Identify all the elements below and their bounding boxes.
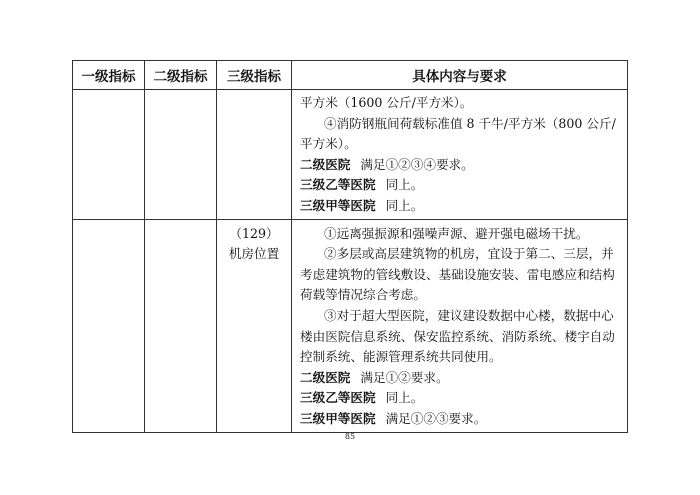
cell-level1	[73, 90, 145, 220]
hospital-level-label: 二级医院	[300, 156, 351, 172]
requirement-text: 满足①②③要求。	[385, 410, 487, 426]
hospital-level-label: 三级乙等医院	[300, 177, 376, 193]
requirement-line	[300, 388, 619, 409]
requirement-text: 满足①②③④要求。	[360, 156, 474, 172]
level3-name: 机房位置	[228, 246, 280, 262]
requirement-text: 同上。	[385, 177, 424, 193]
cell-level3	[217, 90, 292, 220]
cell-level2	[145, 90, 217, 220]
hospital-level-label: 二级医院	[300, 369, 351, 385]
content-paragraph: ①远离强振源和强噪声源、避开强电磁场干扰。	[324, 225, 589, 241]
header-level1: 一级指标	[73, 61, 145, 90]
table-row	[73, 219, 628, 432]
content-paragraph: ③对于超大型医院，建议建设数据中心楼，数据中心楼由医院信息系统、保安监控系统、消防系统、楼宇自动控制系统、能源管理系统共同使用。	[300, 307, 615, 365]
requirement-line	[300, 409, 619, 430]
header-level3: 三级指标	[217, 61, 292, 90]
content-paragraph: ④消防钢瓶间荷载标准值 8 千牛/平方米（800 公斤/平方米）。	[300, 115, 616, 152]
hospital-level-label: 三级甲等医院	[300, 410, 376, 426]
requirement-text: 同上。	[385, 197, 424, 213]
requirement-line	[300, 368, 619, 389]
cell-level1	[73, 219, 145, 432]
level3-code: （129）	[229, 225, 279, 241]
content-paragraph: 平方米（1600 公斤/平方米）。	[300, 95, 473, 110]
requirement-line	[300, 155, 619, 176]
requirement-line	[300, 196, 619, 217]
cell-content	[292, 219, 628, 432]
header-content: 具体内容与要求	[292, 61, 628, 90]
table-row	[73, 90, 628, 220]
content-paragraph: ②多层或高层建筑物的机房，宜设于第二、三层，并考虑建筑物的管线敷设、基础设施安装、雷电感应和结构荷载等情况综合考虑。	[300, 246, 615, 303]
requirement-text: 同上。	[385, 390, 424, 406]
cell-level2	[145, 219, 217, 432]
hospital-level-label: 三级乙等医院	[300, 390, 376, 406]
header-level2: 二级指标	[145, 61, 217, 90]
requirement-text: 满足①②要求。	[360, 369, 449, 385]
page-number: 85	[344, 432, 356, 441]
cell-content	[292, 90, 628, 220]
cell-level3	[217, 219, 292, 432]
table-header-row	[73, 61, 628, 90]
hospital-level-label: 三级甲等医院	[300, 197, 376, 213]
indicator-table	[72, 60, 628, 433]
requirement-line	[300, 175, 619, 196]
